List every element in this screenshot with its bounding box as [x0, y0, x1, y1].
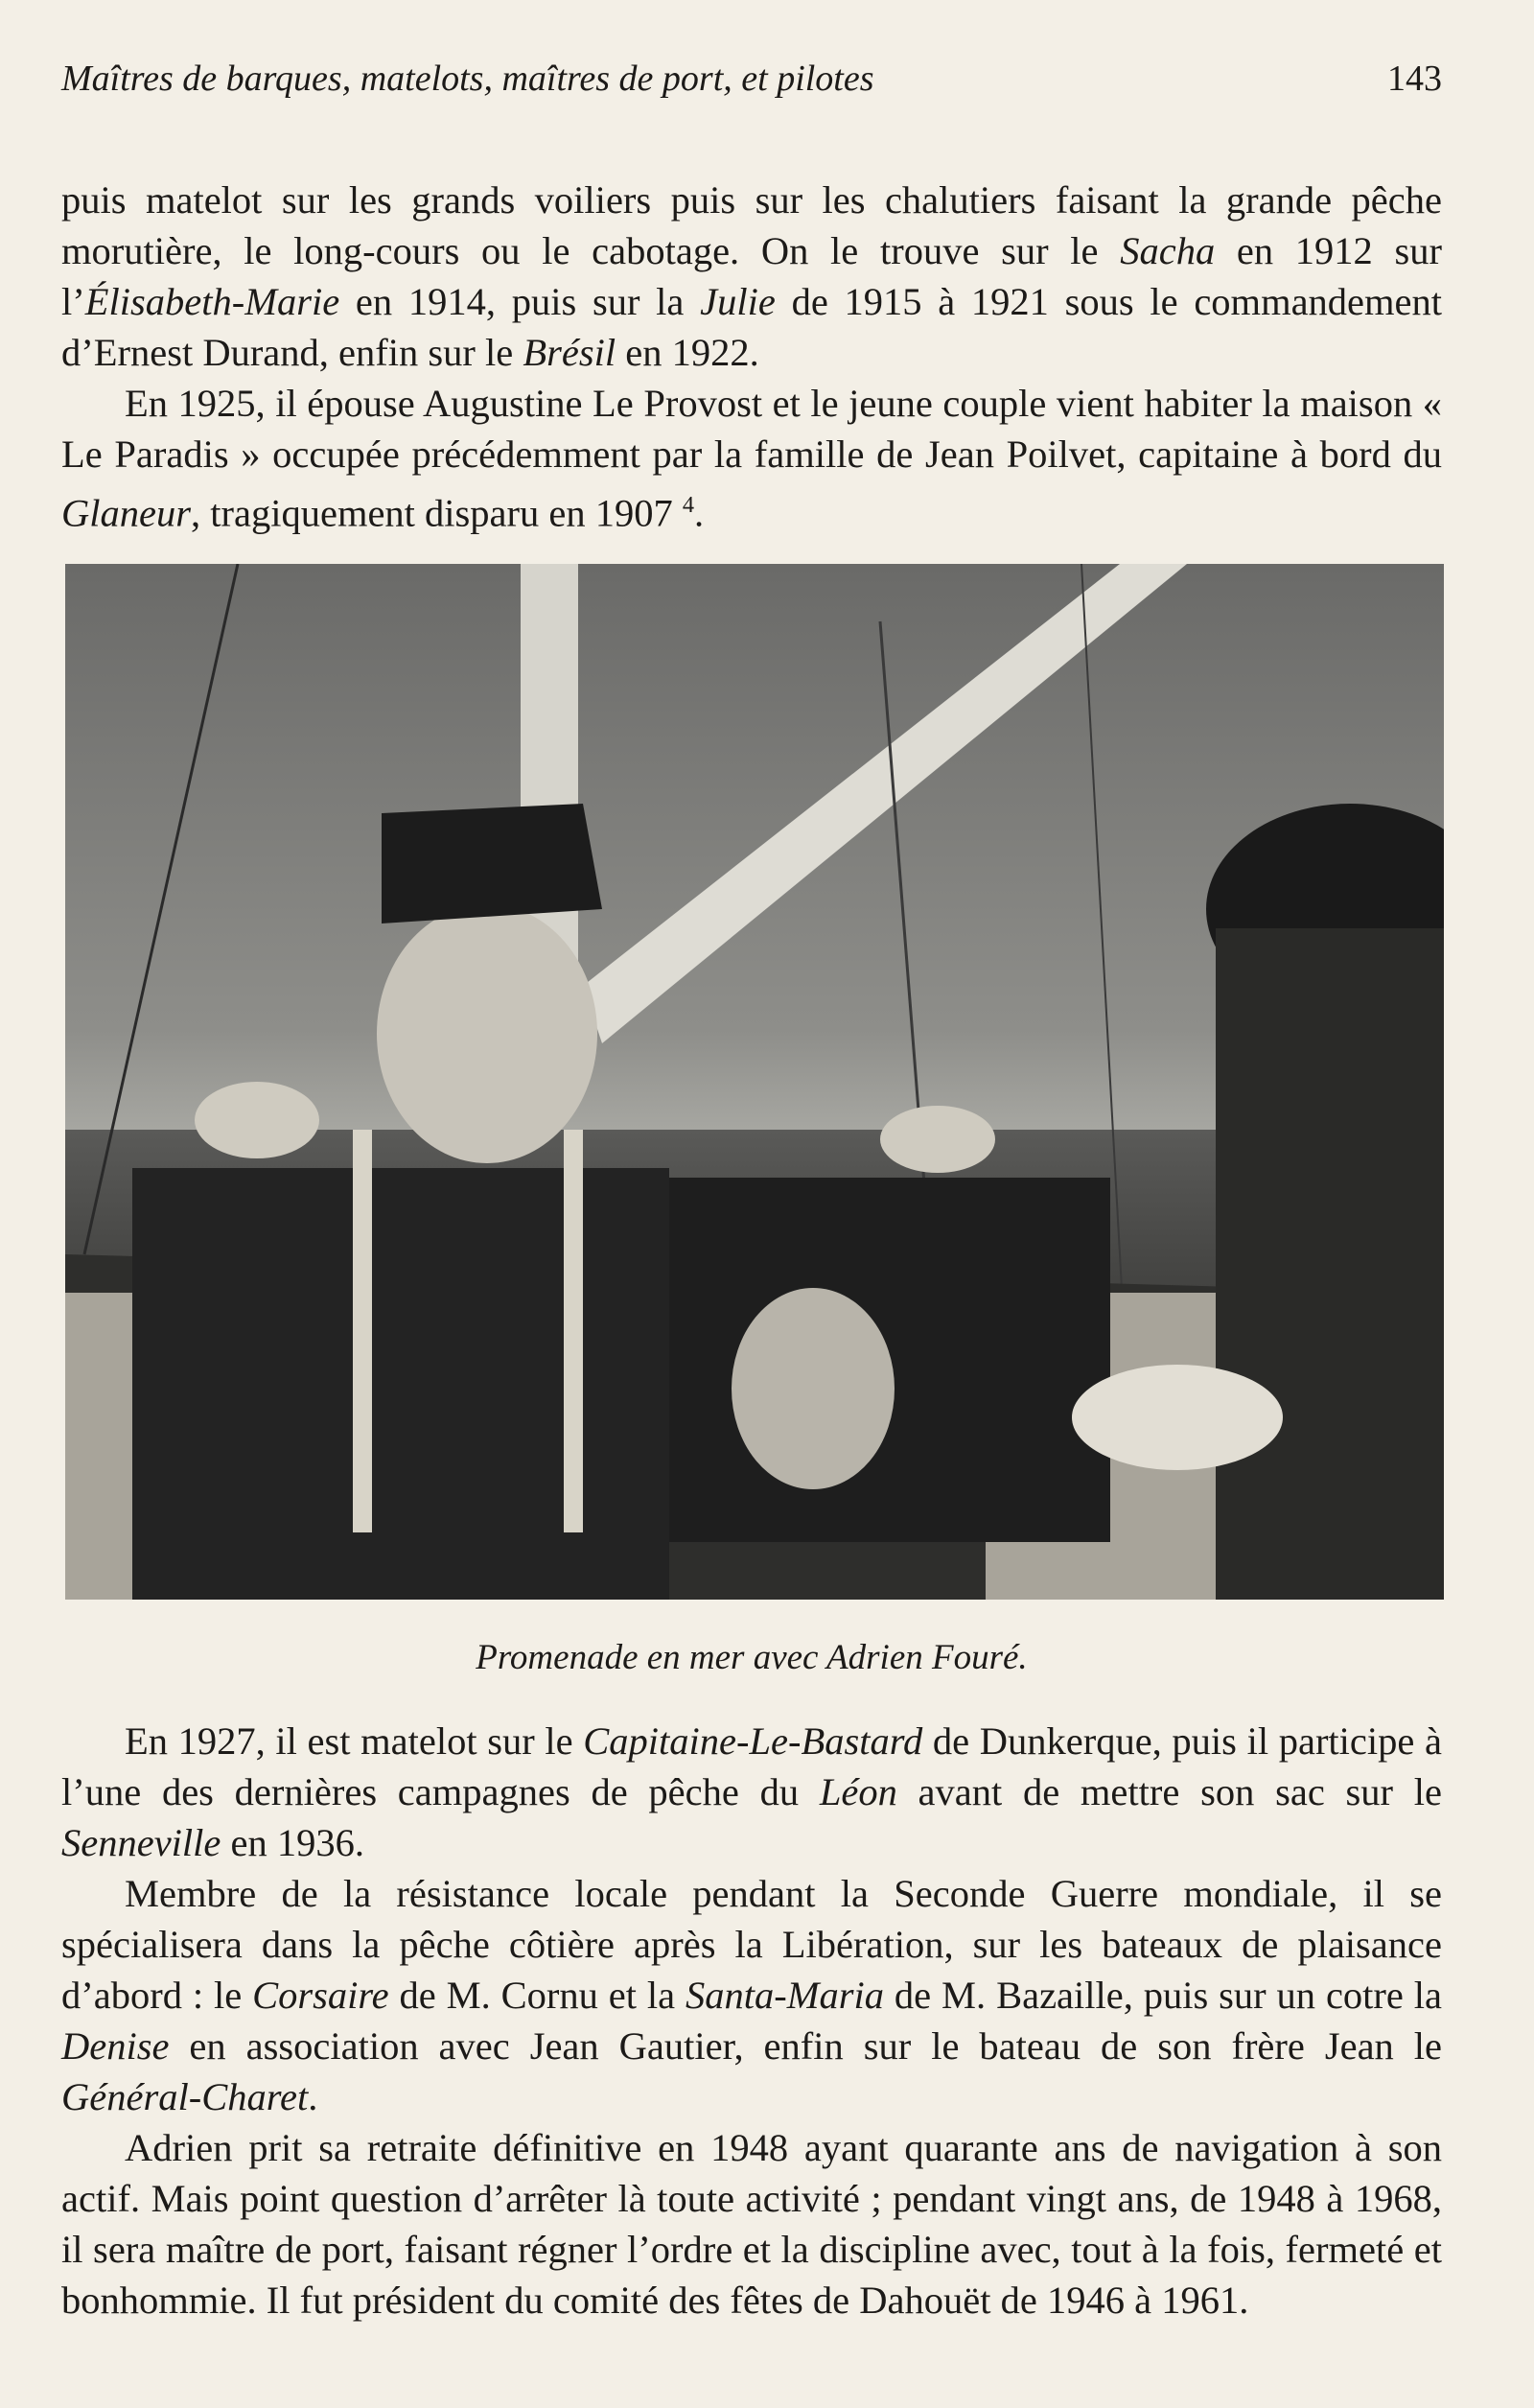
text-run: .: [308, 2075, 318, 2118]
footnote-ref: 4: [682, 492, 695, 518]
italic-run: Senneville: [61, 1821, 221, 1864]
text-run: en association avec Jean Gautier, enfin sur le bateau de son frère Jean le: [169, 2024, 1442, 2068]
text-run: de M. Bazaille, puis sur un cotre la: [884, 1974, 1442, 2017]
body-text-top: [61, 175, 1442, 539]
italic-run: Julie: [700, 280, 776, 323]
italic-run: Glaneur: [61, 491, 191, 535]
italic-run: Élisabeth-Marie: [84, 280, 340, 323]
text-run: en 1912 sur l’: [61, 229, 1442, 323]
text-run: , tragiquement disparu en 1907: [191, 491, 683, 535]
text-run: Membre de la résistance locale pendant la Seconde Guerre mondiale, il se spécialisera dans la pêche côtière après la Libération, sur les bateaux de plaisance d’abord : le: [61, 1872, 1442, 2017]
text-run: .: [694, 491, 705, 535]
paragraph: [61, 175, 1442, 378]
text-run: En 1925, il épouse Augustine Le Provost et le jeune couple vient habiter la maison « Le Paradis » occupée précédemment par la famille de Jean Poilvet, capitaine à bord du: [61, 382, 1442, 476]
page-header: [61, 50, 1442, 107]
italic-run: Brésil: [523, 331, 616, 374]
italic-run: Léon: [819, 1770, 897, 1813]
italic-run: Capitaine-Le-Bastard: [583, 1719, 923, 1763]
page-number: 143: [1387, 58, 1442, 99]
text-run: en 1922.: [616, 331, 759, 374]
italic-run: Denise: [61, 2024, 170, 2068]
paragraph: [61, 1716, 1442, 1868]
italic-run: Santa-Maria: [686, 1974, 885, 2017]
running-title: Maîtres de barques, matelots, maîtres de port, et pilotes: [61, 58, 874, 99]
text-run: puis matelot sur les grands voiliers puis sur les chalutiers faisant la grande pêche morutière, le long-cours ou le cabotage. On le trouve sur le: [61, 178, 1442, 272]
text-run: de M. Cornu et la: [388, 1974, 686, 2017]
text-run: en 1914, puis sur la: [339, 280, 701, 323]
text-run: Adrien prit sa retraite définitive en 1948 ayant quarante ans de navigation à son actif. Mais point question d’arrêter là toute activité ; pendant vingt ans, de 1948 à 1968, il sera maître de port, faisant régner l’ordre et la discipline avec, tout à la fois, fermeté et bonhommie. Il fut président du comité des fêtes de Dahouët de 1946 à 1961.: [61, 2126, 1442, 2322]
text-run: de Dunkerque, puis il participe à l’une des dernières campagnes de pêche du: [61, 1719, 1443, 1813]
photo-caption: Promenade en mer avec Adrien Fouré.: [476, 1638, 1028, 1677]
italic-run: Général-Charet: [61, 2075, 309, 2118]
body-text-bottom: [61, 1716, 1442, 2326]
italic-run: Sacha: [1120, 229, 1216, 272]
text-run: En 1927, il est matelot sur le: [125, 1719, 584, 1763]
text-run: de 1915 à 1921 sous le commandement d’Ernest Durand, enfin sur le: [61, 280, 1442, 374]
paragraph: [61, 2122, 1442, 2326]
italic-run: Corsaire: [252, 1974, 389, 2017]
paragraph: [61, 1868, 1442, 2122]
text-run: en 1936.: [221, 1821, 365, 1864]
paragraph: [61, 378, 1442, 539]
text-run: avant de mettre son sac sur le: [896, 1770, 1443, 1813]
photograph: [65, 564, 1444, 1600]
